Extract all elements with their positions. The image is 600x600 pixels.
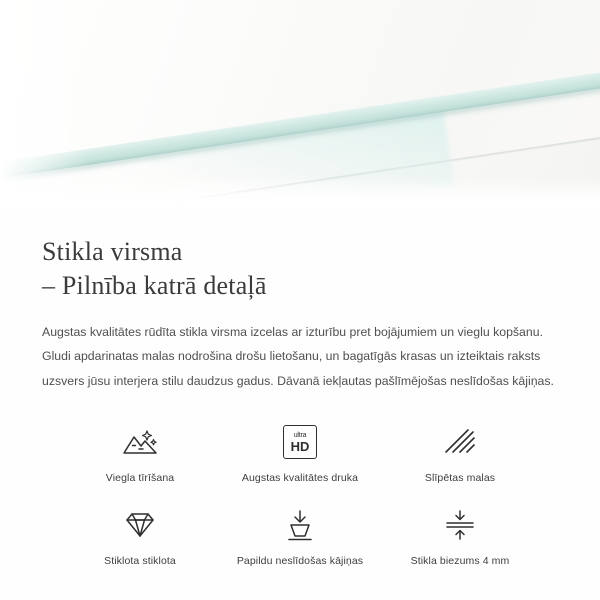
diamond-icon xyxy=(117,502,163,548)
feature-label: Viegla tīrīšana xyxy=(105,472,175,485)
feature-label: Slīpētas malas xyxy=(424,472,496,485)
feature-grid xyxy=(42,419,558,567)
feature-label: Augstas kvalitātes druka xyxy=(241,472,359,485)
hero-bottom-fade xyxy=(0,177,600,205)
feature-label: Stikla biezums 4 mm xyxy=(410,555,510,568)
polished-edges-icon xyxy=(437,419,483,465)
page-title xyxy=(42,235,558,304)
page-title-line2: – Pilnība katrā detaļā xyxy=(42,271,267,301)
thickness-arrows-icon xyxy=(437,502,483,548)
description-paragraph: Augstas kvalitātes rūdīta stikla virsma izcelas ar izturību pret bojājumiem un vieglu kopšanu. Gludi apdarinatas malas nodrošina drošu lietošanu, un bagatīgās krasas un izteiktais raksts uzsvers jūsu interjera stilu daudzus gadus. Dāvanā iekļautas pašlīmējošas neslīdošas kājiņas. xyxy=(42,324,554,388)
page-title-line1: Stikla virsma xyxy=(42,237,183,266)
non-slip-feet-icon xyxy=(277,502,323,548)
feature-item xyxy=(60,502,220,567)
feature-item xyxy=(60,419,220,484)
feature-label: Stiklota stiklota xyxy=(104,555,176,568)
feature-item xyxy=(220,419,380,484)
feature-item xyxy=(380,419,540,484)
sparkle-mountain-icon xyxy=(117,419,163,465)
content-block xyxy=(0,205,600,567)
hero-left-fade xyxy=(0,0,90,205)
feature-item xyxy=(220,502,380,567)
feature-label: Papildu neslīdošas kājiņas xyxy=(236,555,364,568)
ultra-hd-icon: ultra HD xyxy=(277,419,323,465)
hero-image xyxy=(0,0,600,205)
feature-item xyxy=(380,502,540,567)
